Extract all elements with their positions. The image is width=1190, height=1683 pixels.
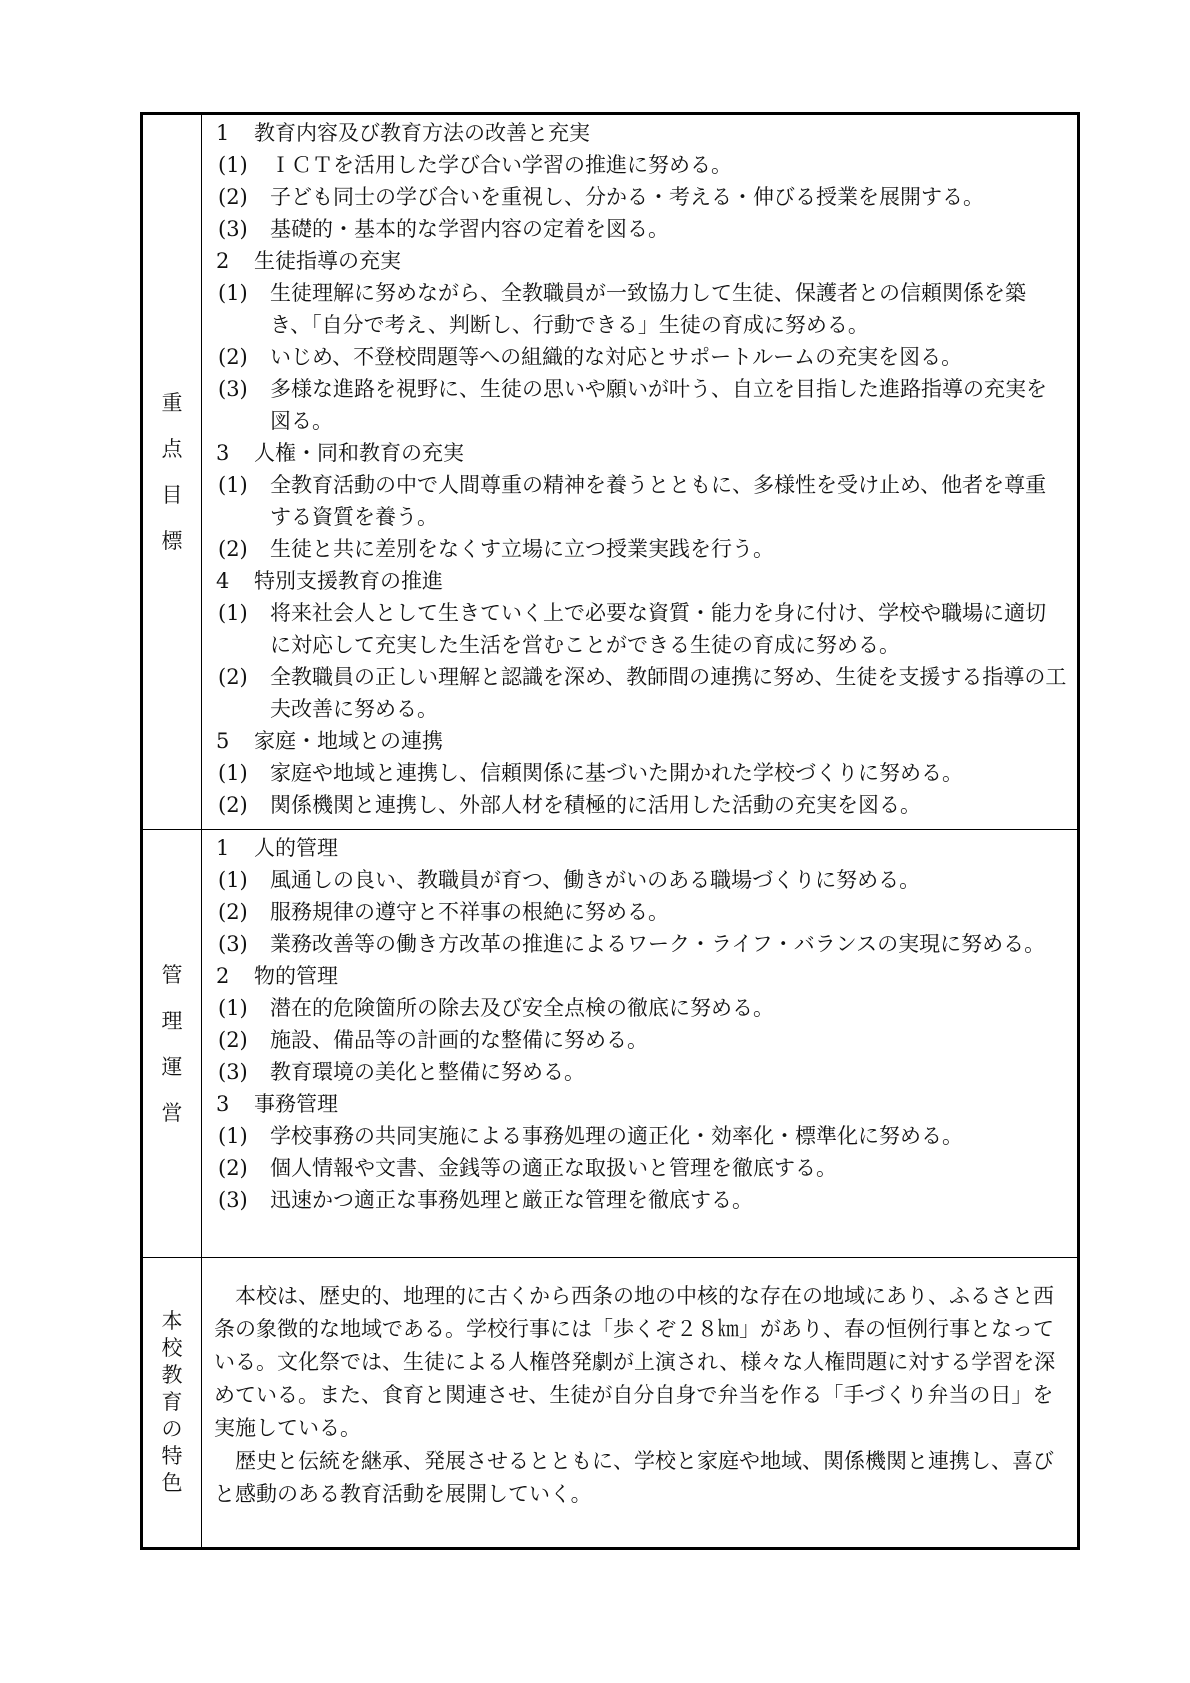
section-school-features xyxy=(143,1257,1077,1547)
list-item: (1) 将来社会人として生きていく上で必要な資質・能力を身に付け、学校や職場に適切に対応して充実した生活を営むことができる生徒の育成に努める。 xyxy=(218,601,1047,657)
list-item: (1) ＩＣＴを活用した学び合い学習の推進に努める。 xyxy=(218,153,732,177)
label-char: 重 xyxy=(161,391,183,415)
group-heading: 1 教育内容及び教育方法の改善と充実 xyxy=(216,121,590,145)
paragraph: 本校は、歴史的、地理的に古くから西条の地の中核的な存在の地域にあり、ふるさと西条の象徴的な地域である。学校行事には「歩くぞ２８㎞」があり、春の恒例行事となっている。文化祭では、生徒による人権啓発劇が上演され、様々な人権問題に対する学習を深めている。また、食育と関連させ、生徒が自分自身で弁当を作る「手づくり弁当の日」を実施している。 xyxy=(214,1284,1056,1440)
list-item: (3) 多様な進路を視野に、生徒の思いや願いが叶う、自立を目指した進路指導の充実を図る。 xyxy=(218,377,1047,433)
label-char: 目 xyxy=(161,483,183,507)
group-heading: 2 物的管理 xyxy=(216,964,338,988)
group-heading: 4 特別支援教育の推進 xyxy=(216,569,443,593)
list-item: (2) 服務規律の遵守と不祥事の根絶に努める。 xyxy=(218,900,669,924)
school-policy-table xyxy=(140,112,1080,1550)
list-item: (2) いじめ、不登校問題等への組織的な対応とサポートルームの充実を図る。 xyxy=(218,345,963,369)
paragraph: 歴史と伝統を継承、発展させるとともに、学校と家庭や地域、関係機関と連携し、喜びと感動のある教育活動を展開していく。 xyxy=(214,1449,1054,1506)
section-label xyxy=(143,1258,202,1547)
list-item: (3) 教育環境の美化と整備に努める。 xyxy=(218,1060,585,1084)
label-char: 営 xyxy=(161,1100,183,1125)
list-item: (2) 個人情報や文書、金銭等の適正な取扱いと管理を徹底する。 xyxy=(218,1156,837,1180)
list-item: (1) 潜在的危険箇所の除去及び安全点検の徹底に努める。 xyxy=(218,996,774,1020)
list-item: (2) 全教職員の正しい理解と認識を深め、教師間の連携に努め、生徒を支援する指導の工夫改善に努める。 xyxy=(218,665,1067,721)
label-char: 理 xyxy=(161,1008,183,1033)
label-char: 点 xyxy=(161,437,183,461)
section-label xyxy=(143,115,202,829)
list-item: (1) 家庭や地域と連携し、信頼関係に基づいた開かれた学校づくりに努める。 xyxy=(218,761,963,785)
list-item: (3) 迅速かつ適正な事務処理と厳正な管理を徹底する。 xyxy=(218,1188,753,1212)
label-char: 色 xyxy=(161,1471,183,1495)
list-item: (2) 施設、備品等の計画的な整備に努める。 xyxy=(218,1028,648,1052)
label-char: 校 xyxy=(161,1336,183,1360)
label-char: 特 xyxy=(161,1444,183,1468)
label-char: 本 xyxy=(161,1309,183,1333)
section-priority-goals xyxy=(143,115,1077,829)
label-char: 教 xyxy=(161,1363,183,1387)
list-item: (3) 基礎的・基本的な学習内容の定着を図る。 xyxy=(218,217,669,241)
group-heading: 5 家庭・地域との連携 xyxy=(216,729,443,753)
label-char: 運 xyxy=(161,1054,183,1079)
label-char: 標 xyxy=(161,529,183,553)
group-heading: 2 生徒指導の充実 xyxy=(216,249,401,273)
group-heading: 1 人的管理 xyxy=(216,836,338,860)
list-item: (2) 生徒と共に差別をなくす立場に立つ授業実践を行う。 xyxy=(218,537,774,561)
list-item: (1) 生徒理解に努めながら、全教職員が一致協力して生徒、保護者との信頼関係を築き、「自分で考え、判断し、行動できる」生徒の育成に努める。 xyxy=(218,281,1026,337)
list-item: (2) 関係機関と連携し、外部人材を積極的に活用した活動の充実を図る。 xyxy=(218,793,921,817)
group-heading: 3 人権・同和教育の充実 xyxy=(216,441,464,465)
list-item: (1) 風通しの良い、教職員が育つ、働きがいのある職場づくりに努める。 xyxy=(218,868,921,892)
list-item: (2) 子ども同士の学び合いを重視し、分かる・考える・伸びる授業を展開する。 xyxy=(218,185,984,209)
list-item: (1) 全教育活動の中で人間尊重の精神を養うとともに、多様性を受け止め、他者を尊重する資質を養う。 xyxy=(218,473,1047,529)
label-char: 育 xyxy=(161,1390,183,1414)
group-heading: 3 事務管理 xyxy=(216,1092,338,1116)
section-label xyxy=(143,830,202,1257)
section-content xyxy=(202,1258,1077,1547)
section-management xyxy=(143,829,1077,1257)
list-item: (3) 業務改善等の働き方改革の推進によるワーク・ライフ・バランスの実現に努める。 xyxy=(218,932,1046,956)
section-content xyxy=(202,115,1077,829)
label-char: 管 xyxy=(161,962,183,987)
label-char: の xyxy=(161,1417,183,1441)
section-content xyxy=(202,830,1077,1257)
list-item: (1) 学校事務の共同実施による事務処理の適正化・効率化・標準化に努める。 xyxy=(218,1124,963,1148)
